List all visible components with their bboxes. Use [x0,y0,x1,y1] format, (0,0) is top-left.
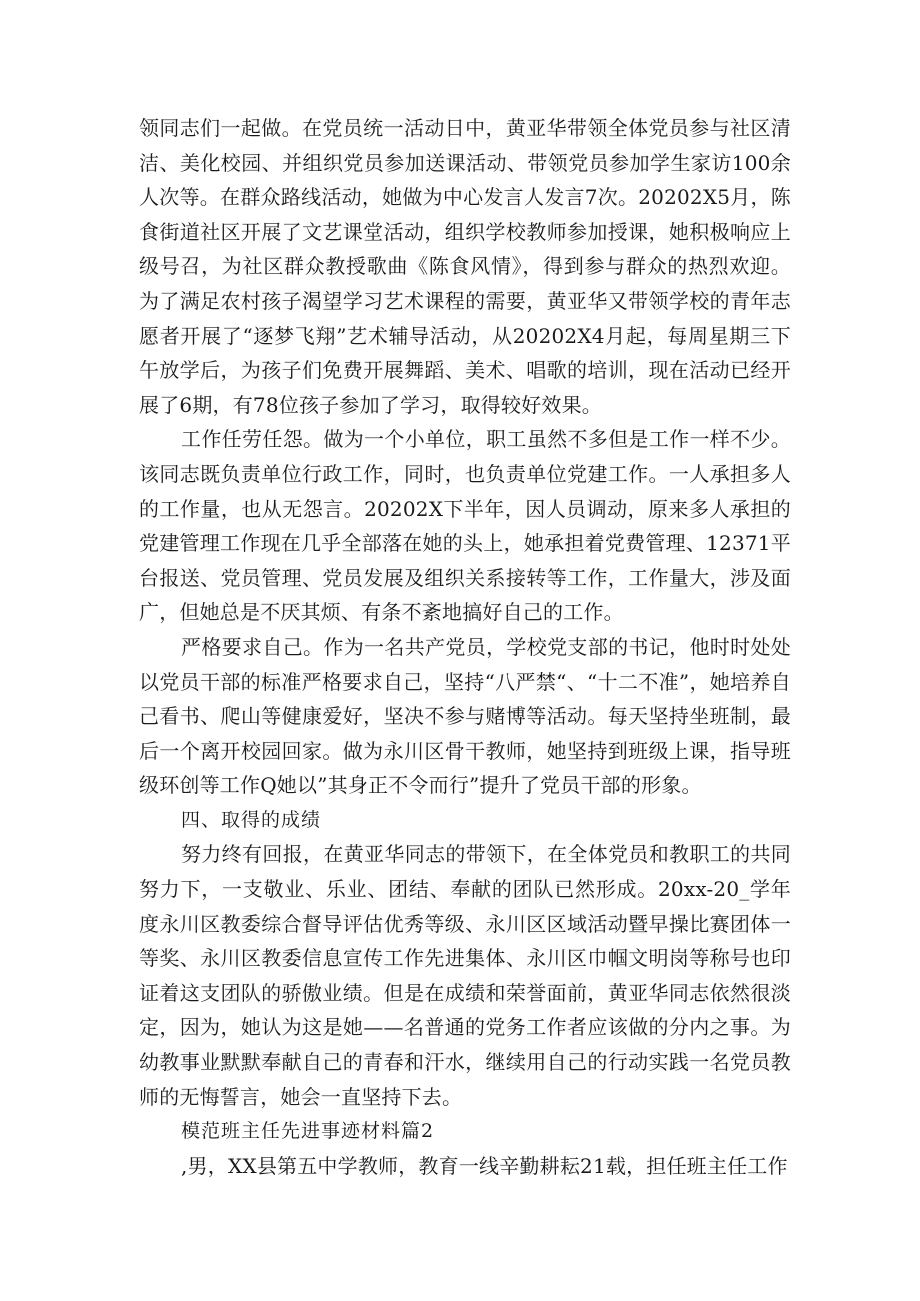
document-body [139,111,791,1183]
paragraph-teacher-intro: ,男，XX县第五中学教师，教育一线辛勤耕耘21载，担任班主任工作 [181,1153,788,1178]
paragraph-self-discipline: 严格要求自己。作为一名共产党员，学校党支部的书记，他时时处处以党员干部的标准严格要求自己，坚持“八严禁“、“十二不准”，她培养自己看书、爬山等健康爱好，坚决不参与赌博等活动。每天坚持坐班制，最后一个离开校园回家。做为永川区骨干教师，她坚持到班级上课，指导班级环创等工作Q她以”其身正不令而行”提升了党员干部的形象。 [139,634,791,798]
article-heading-part-2: 模范班主任先进事迹材料篇2 [181,1120,435,1143]
paragraph-hardworking: 工作任劳任怨。做为一个小单位，职工虽然不多但是工作一样不少。该同志既负责单位行政工作，同时，也负责单位党建工作。一人承担多人的工作量，也从无怨言。20202X下半年，因人员调动，原来多人承担的党建管理工作现在几乎全部落在她的头上，她承担着党费管理、12371平台报送、党员管理、党员发展及组织关系接转等工作，工作量大，涉及面广，但她总是不厌其烦、有条不紊地搞好自己的工作。 [139,427,791,625]
paragraph-activities: 领同志们一起做。在党员统一活动日中，黄亚华带领全体党员参与社区清洁、美化校园、并组织党员参加送课活动、带领党员参加学生家访100余人次等。在群众路线活动，她做为中心发言人发言7次。20202X5月，陈食街道社区开展了文艺课堂活动，组织学校教师参加授课，她积极响应上级号召，为社区群众教授歌曲《陈食风情》，得到参与群众的热烈欢迎。为了满足农村孩子渴望学习艺术课程的需要，黄亚华又带领学校的青年志愿者开展了“逐梦飞翔”艺术辅导活动，从20202X4月起，每周星期三下午放学后，为孩子们免费开展舞蹈、美术、唱歌的培训，现在活动已经开展了6期，有78位孩子参加了学习，取得较好效果。 [139,116,791,417]
section-heading-achievements: 四、取得的成绩 [181,808,322,831]
paragraph-achievements: 努力终有回报，在黄亚华同志的带领下，在全体党员和教职工的共同努力下，一支敬业、乐业、团结、奉献的团队已然形成。20xx-20_学年度永川区教委综合督导评估优秀等级、永川区区域活动暨早操比赛团体一等奖、永川区教委信息宣传工作先进集体、永川区巾帼文明岗等称号也印证着这支团队的骄傲业绩。但是在成绩和荣誉面前，黄亚华同志依然很淡定，因为，她认为这是她——名普通的党务工作者应该做的分内之事。为幼教事业默默奉献自己的青春和汗水，继续用自己的行动实践一名党员教师的无悔誓言，她会一直坚持下去。 [139,842,791,1109]
